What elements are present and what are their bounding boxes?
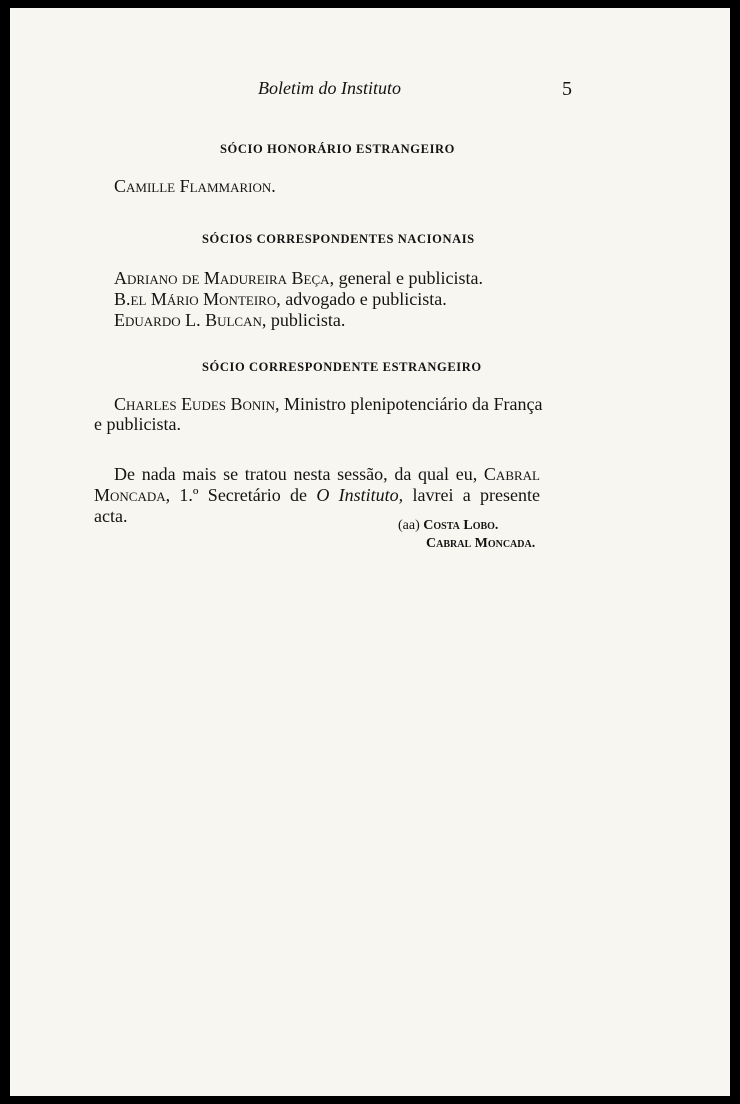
running-header-title: Boletim do Instituto [258, 78, 401, 98]
member-entry [114, 310, 345, 331]
member-note: , publicista. [261, 310, 346, 330]
signature-name: Costa Lobo. [423, 518, 499, 533]
signature-line [426, 536, 535, 552]
member-name: Adriano de Madureira Beça [114, 268, 330, 288]
member-note: , general e publicista. [329, 268, 484, 288]
signature-prefix: (aa) [398, 518, 420, 533]
closing-line: Moncada, 1.º Secretário de O Instituto, lavrei a presente [94, 485, 541, 505]
signature-line [398, 518, 498, 534]
member-name: Charles Eudes Bonin [114, 394, 276, 414]
signature-name: Cabral Moncada. [426, 536, 536, 551]
member-note-continued: e publicista. [94, 414, 181, 434]
journal-title: O Instituto, [316, 485, 404, 505]
member-note: , advogado e publicista. [276, 289, 447, 309]
member-name: Camille Flammarion. [114, 176, 276, 196]
member-entry [114, 394, 542, 415]
section-heading-foreign-correspondent: SÓCIO CORRESPONDENTE ESTRANGEIRO [202, 360, 482, 374]
member-name: Eduardo L. Bulcan [114, 310, 262, 330]
closing-line: acta. [94, 506, 128, 526]
secretary-name: Cabral [483, 464, 540, 484]
document-page [10, 8, 730, 1096]
section-heading-national-correspondents: SÓCIOS CORRESPONDENTES NACIONAIS [202, 232, 475, 246]
closing-line: De nada mais se tratou nesta sessão, da qual eu, Cabral [114, 464, 540, 484]
member-note: , Ministro plenipotenciário da França [275, 394, 543, 414]
member-entry [114, 176, 276, 197]
secretary-name: Moncada [94, 485, 166, 505]
page-number: 5 [562, 78, 572, 100]
member-entry [114, 289, 447, 310]
section-heading-honorary-foreign: SÓCIO HONORÁRIO ESTRANGEIRO [220, 142, 455, 156]
member-entry [114, 268, 483, 289]
member-name: B.el Mário Monteiro [114, 289, 277, 309]
